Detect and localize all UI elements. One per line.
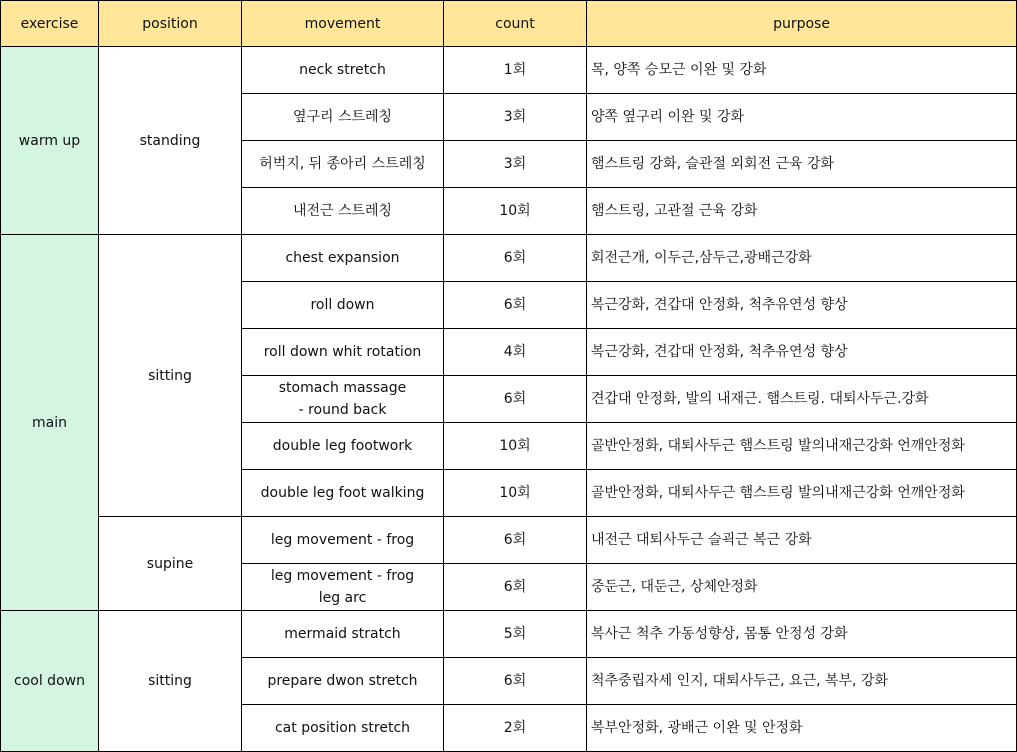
- table-row: [1, 235, 1017, 282]
- table-row: [1, 517, 1017, 564]
- table-row: [1, 611, 1017, 658]
- position-cell-supine: supine: [99, 517, 242, 611]
- movement-cell: 옆구리 스트레칭: [242, 94, 444, 141]
- movement-cell: 내전근 스트레칭: [242, 188, 444, 235]
- count-cell: 6회: [444, 376, 587, 423]
- count-cell: 3회: [444, 94, 587, 141]
- exercise-cell-cool-down: cool down: [1, 611, 99, 752]
- header-position: position: [99, 1, 242, 47]
- movement-cell: 허벅지, 뒤 종아리 스트레칭: [242, 141, 444, 188]
- count-cell: 4회: [444, 329, 587, 376]
- purpose-cell: 복사근 척추 가동성향상, 몸통 안정성 강화: [587, 611, 1017, 658]
- count-cell: 6회: [444, 658, 587, 705]
- purpose-cell: 양쪽 옆구리 이완 및 강화: [587, 94, 1017, 141]
- movement-line-2: leg arc: [318, 590, 367, 606]
- count-cell: 10회: [444, 188, 587, 235]
- movement-line-1: stomach massage: [278, 380, 407, 396]
- position-cell-sitting: sitting: [99, 611, 242, 752]
- purpose-cell: 중둔근, 대둔근, 상체안정화: [587, 564, 1017, 611]
- count-cell: 5회: [444, 611, 587, 658]
- exercise-cell-main: main: [1, 235, 99, 611]
- movement-cell: [242, 564, 444, 611]
- header-count: count: [444, 1, 587, 47]
- movement-cell: leg movement - frog: [242, 517, 444, 564]
- count-cell: 6회: [444, 235, 587, 282]
- header-purpose: purpose: [587, 1, 1017, 47]
- purpose-cell: 회전근개, 이두근,삼두근,광배근강화: [587, 235, 1017, 282]
- purpose-cell: 골반안정화, 대퇴사두근 햄스트링 발의내재근강화 언깨안정화: [587, 423, 1017, 470]
- purpose-cell: 내전근 대퇴사두근 슬괵근 복근 강화: [587, 517, 1017, 564]
- purpose-cell: 견갑대 안정화, 발의 내재근. 햄스트링. 대퇴사두근.강화: [587, 376, 1017, 423]
- movement-cell: roll down whit rotation: [242, 329, 444, 376]
- count-cell: 10회: [444, 423, 587, 470]
- purpose-cell: 복근강화, 견갑대 안정화, 척추유연성 향상: [587, 282, 1017, 329]
- movement-cell: chest expansion: [242, 235, 444, 282]
- purpose-cell: 척추중립자세 인지, 대퇴사두근, 요근, 복부, 강화: [587, 658, 1017, 705]
- count-cell: 6회: [444, 564, 587, 611]
- table-row: [1, 47, 1017, 94]
- count-cell: 6회: [444, 282, 587, 329]
- movement-cell: double leg foot walking: [242, 470, 444, 517]
- position-cell-sitting: sitting: [99, 235, 242, 517]
- movement-cell: prepare dwon stretch: [242, 658, 444, 705]
- count-cell: 10회: [444, 470, 587, 517]
- movement-line-1: leg movement - frog: [270, 568, 415, 584]
- movement-cell: [242, 376, 444, 423]
- purpose-cell: 복부안정화, 광배근 이완 및 안정화: [587, 705, 1017, 752]
- header-movement: movement: [242, 1, 444, 47]
- movement-cell: mermaid stratch: [242, 611, 444, 658]
- movement-cell: double leg footwork: [242, 423, 444, 470]
- header-exercise: exercise: [1, 1, 99, 47]
- movement-cell: roll down: [242, 282, 444, 329]
- purpose-cell: 햄스트링, 고관절 근육 강화: [587, 188, 1017, 235]
- movement-line-2: - round back: [298, 402, 387, 418]
- count-cell: 2회: [444, 705, 587, 752]
- movement-cell: cat position stretch: [242, 705, 444, 752]
- purpose-cell: 햄스트링 강화, 슬관절 외회전 근육 강화: [587, 141, 1017, 188]
- position-cell-standing: standing: [99, 47, 242, 235]
- purpose-cell: 골반안정화, 대퇴사두근 햄스트링 발의내재근강화 언깨안정화: [587, 470, 1017, 517]
- purpose-cell: 복근강화, 견갑대 안정화, 척추유연성 향상: [587, 329, 1017, 376]
- movement-cell: neck stretch: [242, 47, 444, 94]
- count-cell: 1회: [444, 47, 587, 94]
- count-cell: 3회: [444, 141, 587, 188]
- purpose-cell: 목, 양쪽 승모근 이완 및 강화: [587, 47, 1017, 94]
- count-cell: 6회: [444, 517, 587, 564]
- exercise-cell-warm-up: warm up: [1, 47, 99, 235]
- header-row: [1, 1, 1017, 47]
